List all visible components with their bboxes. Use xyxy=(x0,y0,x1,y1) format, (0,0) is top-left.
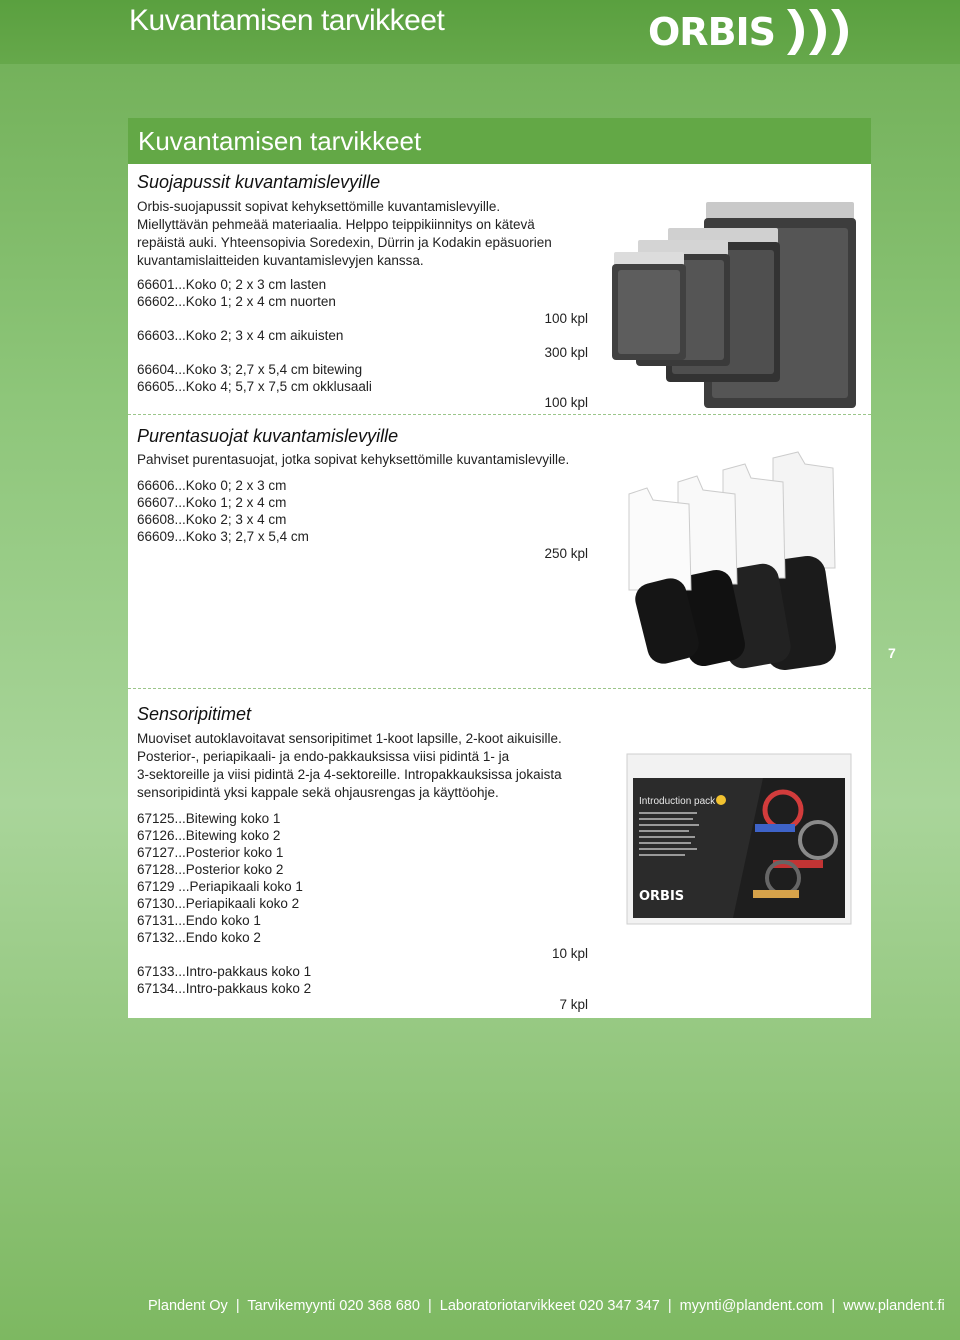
list-item: 67132...Endo koko 2 xyxy=(137,930,261,945)
list-item: 67125...Bitewing koko 1 xyxy=(137,811,281,826)
footer-email-link[interactable]: myynti@plandent.com xyxy=(679,1298,824,1314)
page-title: Kuvantamisen tarvikkeet xyxy=(129,4,445,37)
page-number: 7 xyxy=(888,645,896,661)
description-line: sensoripidintä yksi kappale sekä ohjausrengas ja käyttöohje. xyxy=(137,785,499,800)
content-card xyxy=(128,118,871,1018)
list-item: 67127...Posterior koko 1 xyxy=(137,845,284,860)
list-item: 66601...Koko 0; 2 x 3 cm lasten xyxy=(137,277,327,292)
intro-pack-brand: ORBIS xyxy=(639,889,685,904)
list-item: 66605...Koko 4; 5,7 x 7,5 cm okklusaali xyxy=(137,379,372,394)
footer xyxy=(148,1298,945,1314)
section-title-sensoripitimet: Sensoripitimet xyxy=(137,704,252,724)
description-line: Posterior-, periapikaali- ja endo-pakkauksissa viisi pidintä 1- ja xyxy=(137,749,510,764)
footer-sales-phone: Tarvikemyynti 020 368 680 xyxy=(247,1298,420,1314)
footer-separator: | xyxy=(427,1298,432,1314)
card-header xyxy=(128,118,871,164)
intro-pack-label: Introduction pack xyxy=(639,796,716,807)
description-line: 3-sektoreille ja viisi pidintä 2-ja 4-sektoreille. Intropakkauksissa jokaista xyxy=(137,767,562,782)
section-description-suojapussit xyxy=(137,198,607,270)
description-line: Miellyttävän pehmeää materiaalia. Helppo teippikiinnitys on kätevä xyxy=(137,217,535,232)
description-line: Orbis-suojapussit sopivat kehyksettömille kuvantamislevyille. xyxy=(137,199,501,214)
section-description-sensoripitimet xyxy=(137,730,607,802)
quantity-label: 250 kpl xyxy=(544,546,588,561)
list-item: 67130...Periapikaali koko 2 xyxy=(137,896,300,911)
footer-separator: | xyxy=(831,1298,836,1314)
description-line: Pahviset purentasuojat, jotka sopivat kehyksettömille kuvantamislevyille. xyxy=(137,452,570,467)
section-divider xyxy=(128,688,871,689)
quantity-label: 300 kpl xyxy=(544,345,588,360)
sleeves-image xyxy=(608,196,858,411)
list-item: 66609...Koko 3; 2,7 x 5,4 cm xyxy=(137,529,309,544)
section-divider xyxy=(128,414,871,415)
list-item: 67131...Endo koko 1 xyxy=(137,913,261,928)
description-line: repäistä auki. Yhteensopivia Soredexin, Dürrin ja Kodakin epäsuorien xyxy=(137,235,552,250)
list-item: 67133...Intro-pakkaus koko 1 xyxy=(137,964,312,979)
list-item: 67134...Intro-pakkaus koko 2 xyxy=(137,981,312,996)
footer-separator: | xyxy=(235,1298,240,1314)
sleeve-smallest xyxy=(612,252,686,360)
section-description-purentasuojat xyxy=(137,451,617,469)
description-line: kuvantamislaitteiden kuvantamislevyjen kanssa. xyxy=(137,253,424,268)
brand-waves-icon xyxy=(781,5,857,59)
list-item: 67128...Posterior koko 2 xyxy=(137,862,284,877)
quantity-label: 10 kpl xyxy=(551,946,588,961)
list-item: 66603...Koko 2; 3 x 4 cm aikuisten xyxy=(137,328,344,343)
list-item: 66606...Koko 0; 2 x 3 cm xyxy=(137,478,287,493)
quantity-label: 100 kpl xyxy=(544,395,588,410)
list-item: 66607...Koko 1; 2 x 4 cm xyxy=(137,495,287,510)
list-item: 67129 ...Periapikaali koko 1 xyxy=(137,879,303,894)
quantity-label: 100 kpl xyxy=(544,311,588,326)
list-item: 66604...Koko 3; 2,7 x 5,4 cm bitewing xyxy=(137,362,363,377)
list-item: 67126...Bitewing koko 2 xyxy=(137,828,281,843)
brand-logo xyxy=(648,2,878,62)
footer-company: Plandent Oy xyxy=(148,1298,228,1314)
footer-lab-phone: Laboratoriotarvikkeet 020 347 347 xyxy=(439,1298,660,1314)
footer-web-link[interactable]: www.plandent.fi xyxy=(843,1298,945,1314)
list-item: 66602...Koko 1; 2 x 4 cm nuorten xyxy=(137,294,336,309)
footer-separator: | xyxy=(667,1298,672,1314)
section-title-suojapussit: Suojapussit kuvantamislevyille xyxy=(137,172,381,192)
list-item: 66608...Koko 2; 3 x 4 cm xyxy=(137,512,287,527)
card-title: Kuvantamisen tarvikkeet xyxy=(138,126,422,156)
bite-tabs-image xyxy=(623,438,863,678)
quantity-label: 7 kpl xyxy=(559,997,588,1012)
brand-name: ORBIS xyxy=(648,10,776,54)
intro-pack-image xyxy=(623,748,855,930)
section-title-purentasuojat: Purentasuojat kuvantamislevyille xyxy=(137,426,399,446)
description-line: Muoviset autoklavoitavat sensoripitimet 1-koot lapsille, 2-koot aikuisille. xyxy=(137,731,562,746)
